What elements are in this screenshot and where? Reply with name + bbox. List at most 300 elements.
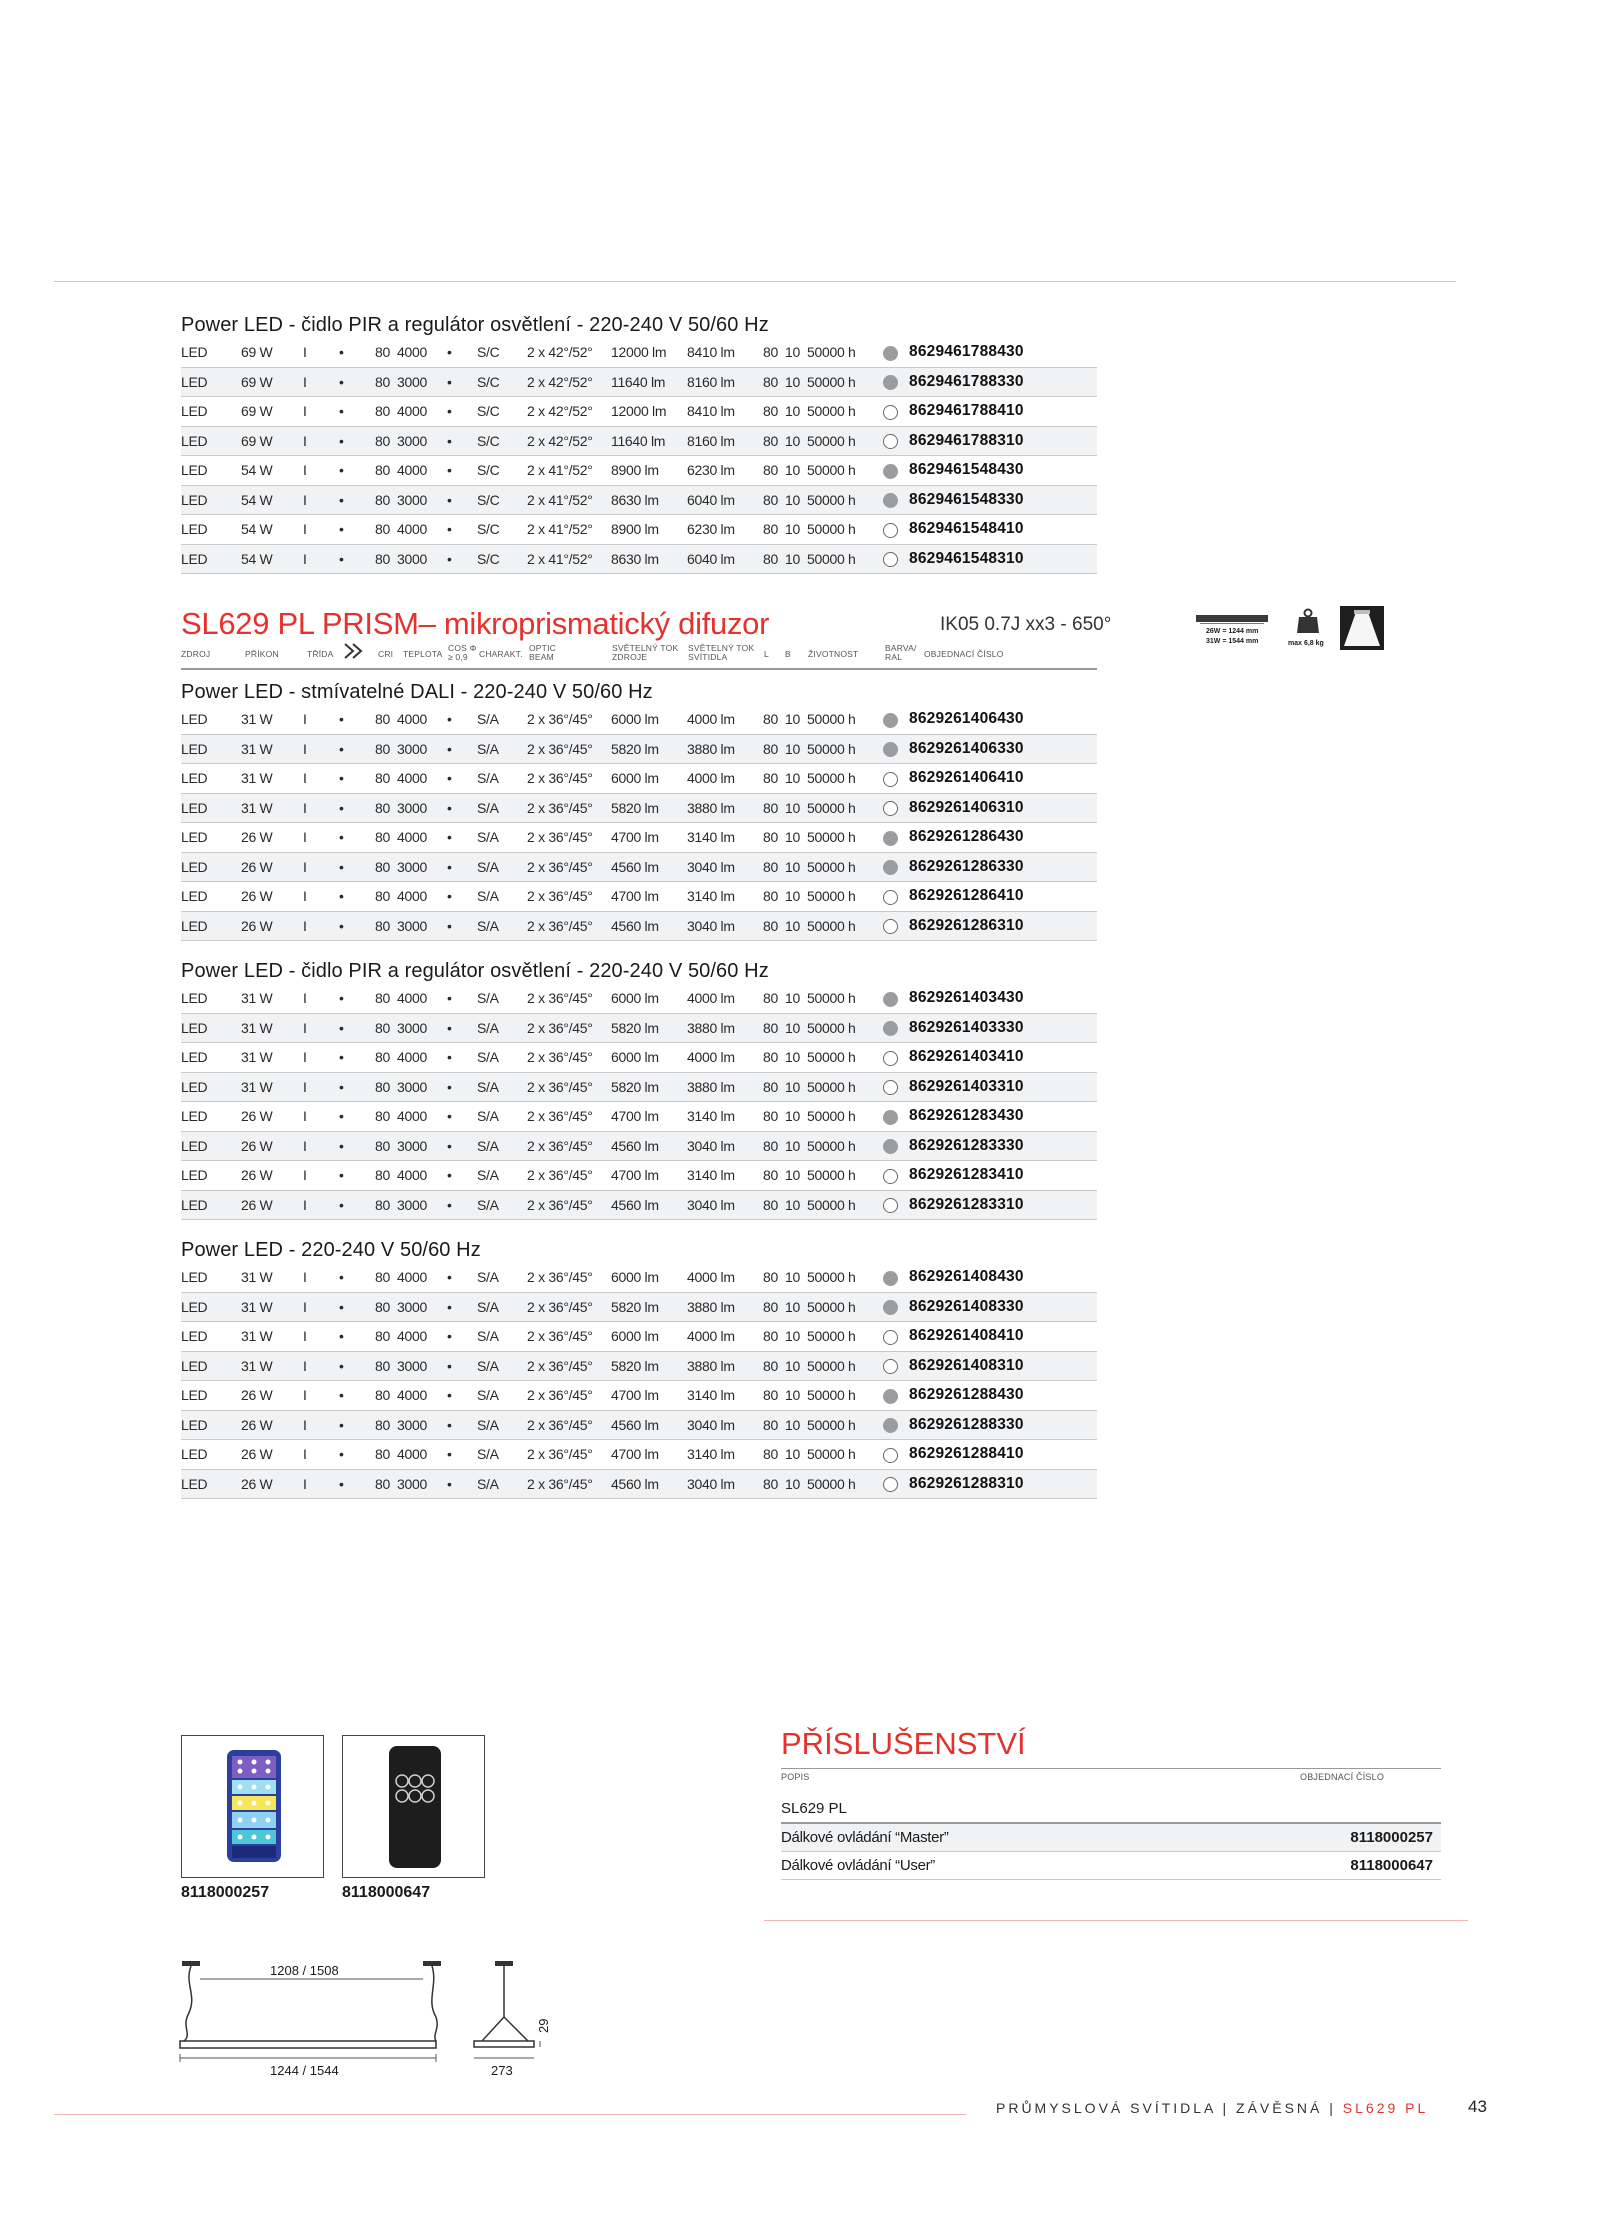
order-code: 8629461788330 (909, 367, 1097, 397)
table-cell: I (303, 984, 339, 1013)
color-indicator (871, 1469, 909, 1499)
order-code: 8629261406410 (909, 764, 1097, 794)
order-code: 8629261406310 (909, 793, 1097, 823)
table-cell: 80 (763, 1410, 785, 1440)
table-cell: S/A (477, 1161, 527, 1191)
table-row (181, 485, 1097, 515)
table-cell: 50000 h (807, 1131, 871, 1161)
table-cell: S/A (477, 1102, 527, 1132)
color-indicator (871, 911, 909, 941)
table-cell: S/A (477, 852, 527, 882)
table-cell: 5820 lm (611, 734, 687, 764)
table-row (181, 1440, 1097, 1470)
table-cell: 3880 lm (687, 734, 763, 764)
table-cell: 10 (785, 1292, 807, 1322)
table-cell: 69 W (241, 338, 303, 367)
table-row (181, 1190, 1097, 1220)
table-cell: 8160 lm (687, 426, 763, 456)
table-cell: LED (181, 456, 241, 486)
table-cell: 80 (763, 1161, 785, 1191)
spec-section-pir-69-54 (181, 312, 1097, 574)
order-code: 8629461548430 (909, 456, 1097, 486)
table-cell: 3000 (397, 852, 447, 882)
table-cell: 80 (763, 1190, 785, 1220)
table-cell: 3880 lm (687, 793, 763, 823)
table-row (181, 793, 1097, 823)
color-indicator (871, 1131, 909, 1161)
top-rule (54, 281, 1456, 282)
table-cell: • (339, 911, 375, 941)
table-cell: 3000 (397, 734, 447, 764)
order-code: 8629261408330 (909, 1292, 1097, 1322)
table-cell: 3000 (397, 1131, 447, 1161)
table-cell: 4000 lm (687, 705, 763, 734)
table-cell: 31 W (241, 705, 303, 734)
table-cell: • (339, 1102, 375, 1132)
table-cell: • (339, 1440, 375, 1470)
table-cell: 4700 lm (611, 882, 687, 912)
header-objednaci-cislo: OBJEDNACÍ ČÍSLO (924, 649, 1004, 659)
table-cell: S/C (477, 515, 527, 545)
table-cell: 3000 (397, 793, 447, 823)
color-indicator (871, 1381, 909, 1411)
header-l: L (764, 649, 769, 659)
table-cell: 50000 h (807, 367, 871, 397)
table-cell: LED (181, 367, 241, 397)
color-indicator (871, 1190, 909, 1220)
table-cell: • (447, 1469, 477, 1499)
table-cell: S/A (477, 764, 527, 794)
table-cell: 50000 h (807, 485, 871, 515)
table-cell: 4000 (397, 764, 447, 794)
table-cell: • (447, 1322, 477, 1352)
table-row (181, 426, 1097, 456)
product-code-user: 8118000647 (342, 1884, 431, 1901)
table-cell: 3140 lm (687, 1161, 763, 1191)
table-cell: 80 (375, 456, 397, 486)
color-indicator (871, 485, 909, 515)
table-cell: 3040 lm (687, 1410, 763, 1440)
color-indicator (871, 1322, 909, 1352)
table-cell: 10 (785, 1322, 807, 1352)
table-cell: • (447, 338, 477, 367)
table-cell: • (339, 852, 375, 882)
table-cell: 31 W (241, 1263, 303, 1292)
table-cell: I (303, 426, 339, 456)
table-row (181, 1322, 1097, 1352)
table-cell: 3140 lm (687, 1440, 763, 1470)
table-cell: I (303, 1469, 339, 1499)
table-cell: 4560 lm (611, 1410, 687, 1440)
table-cell: 3140 lm (687, 1102, 763, 1132)
table-cell: • (339, 1072, 375, 1102)
table-cell: 50000 h (807, 1469, 871, 1499)
header-zdroj: ZDROJ (181, 649, 211, 659)
section-title: Power LED - čidlo PIR a regulátor osvětlení - 220-240 V 50/60 Hz (181, 960, 769, 982)
table-cell: • (447, 1292, 477, 1322)
table-row (181, 764, 1097, 794)
table-cell: 4000 (397, 456, 447, 486)
table-cell: 8900 lm (611, 456, 687, 486)
table-cell: 2 x 36°/45° (527, 1440, 611, 1470)
table-cell: 12000 lm (611, 397, 687, 427)
remote-master-icon (182, 1736, 323, 1877)
table-cell: 80 (375, 338, 397, 367)
table-cell: 80 (375, 1440, 397, 1470)
table-cell: S/A (477, 1263, 527, 1292)
table-cell: LED (181, 1190, 241, 1220)
order-code: 8629261406330 (909, 734, 1097, 764)
table-cell: 2 x 36°/45° (527, 1322, 611, 1352)
table-cell: • (339, 367, 375, 397)
remote-user-image (342, 1735, 485, 1878)
table-cell: LED (181, 1072, 241, 1102)
table-cell: 2 x 36°/45° (527, 1292, 611, 1322)
table-cell: 50000 h (807, 338, 871, 367)
color-indicator (871, 456, 909, 486)
table-cell: 6000 lm (611, 764, 687, 794)
table-cell: 4000 lm (687, 984, 763, 1013)
table-cell: • (447, 456, 477, 486)
table-cell: 26 W (241, 1410, 303, 1440)
color-dot-filled-icon (883, 831, 898, 846)
table-cell: 26 W (241, 1161, 303, 1191)
color-dot-empty-icon (883, 801, 898, 816)
order-code: 8629261408430 (909, 1263, 1097, 1292)
table-cell: LED (181, 1469, 241, 1499)
table-cell: 80 (375, 1351, 397, 1381)
table-cell: 50000 h (807, 1440, 871, 1470)
color-indicator (871, 397, 909, 427)
color-dot-filled-icon (883, 992, 898, 1007)
table-cell: 10 (785, 1013, 807, 1043)
order-code: 8629261286410 (909, 882, 1097, 912)
table-cell: 10 (785, 793, 807, 823)
table-cell: 3000 (397, 1469, 447, 1499)
table-cell: 80 (375, 485, 397, 515)
order-code: 8629261283410 (909, 1161, 1097, 1191)
table-cell: 10 (785, 1131, 807, 1161)
table-cell: 50000 h (807, 1263, 871, 1292)
order-code: 8629261408310 (909, 1351, 1097, 1381)
table-cell: I (303, 338, 339, 367)
color-dot-filled-icon (883, 1389, 898, 1404)
table-cell: LED (181, 485, 241, 515)
table-cell: LED (181, 1131, 241, 1161)
table-cell: 10 (785, 397, 807, 427)
table-row (181, 1102, 1097, 1132)
table-cell: 80 (763, 426, 785, 456)
color-indicator (871, 1410, 909, 1440)
table-cell: LED (181, 1440, 241, 1470)
table-cell: 8900 lm (611, 515, 687, 545)
table-cell: 2 x 41°/52° (527, 544, 611, 574)
table-cell: 10 (785, 1351, 807, 1381)
table-cell: 3000 (397, 544, 447, 574)
table-cell: 5820 lm (611, 1351, 687, 1381)
color-indicator (871, 367, 909, 397)
table-cell: 2 x 36°/45° (527, 1190, 611, 1220)
table-row (181, 1410, 1097, 1440)
table-cell: 26 W (241, 1102, 303, 1132)
table-cell: LED (181, 1292, 241, 1322)
table-cell: • (447, 734, 477, 764)
table-cell: LED (181, 397, 241, 427)
table-cell: LED (181, 1161, 241, 1191)
table-cell: 10 (785, 1410, 807, 1440)
order-code: 8629261408410 (909, 1322, 1097, 1352)
table-cell: S/A (477, 1440, 527, 1470)
table-cell: I (303, 1292, 339, 1322)
table-row (181, 852, 1097, 882)
table-cell: I (303, 1161, 339, 1191)
table-cell: 80 (763, 1469, 785, 1499)
table-cell: 50000 h (807, 1190, 871, 1220)
table-cell: 2 x 42°/52° (527, 338, 611, 367)
table-cell: 3880 lm (687, 1351, 763, 1381)
color-dot-filled-icon (883, 1021, 898, 1036)
table-cell: 3880 lm (687, 1072, 763, 1102)
table-cell: 3000 (397, 485, 447, 515)
header-prikon: PŘÍKON (245, 649, 279, 659)
table-cell: • (447, 984, 477, 1013)
table-cell: I (303, 1410, 339, 1440)
table-cell: 4000 lm (687, 1263, 763, 1292)
table-cell: 10 (785, 1263, 807, 1292)
accessories-header-popis: POPIS (781, 1772, 810, 1782)
table-cell: S/A (477, 1043, 527, 1073)
table-cell: 80 (763, 1102, 785, 1132)
color-dot-empty-icon (883, 919, 898, 934)
table-cell: 50000 h (807, 1351, 871, 1381)
table-cell: • (339, 1013, 375, 1043)
table-cell: 2 x 41°/52° (527, 485, 611, 515)
table-cell: 11640 lm (611, 367, 687, 397)
table-cell: I (303, 764, 339, 794)
table-cell: 80 (763, 764, 785, 794)
table-cell: I (303, 1102, 339, 1132)
color-dot-empty-icon (883, 772, 898, 787)
table-cell: • (447, 882, 477, 912)
header-svetelny-tok-zdroje: SVĚTELNÝ TOK ZDROJE (612, 643, 679, 662)
table-cell: • (339, 1351, 375, 1381)
table-cell: 50000 h (807, 515, 871, 545)
table-cell: 50000 h (807, 426, 871, 456)
table-cell: 31 W (241, 793, 303, 823)
color-dot-empty-icon (883, 1080, 898, 1095)
table-cell: 31 W (241, 764, 303, 794)
table-cell: • (339, 1190, 375, 1220)
table-row (181, 1381, 1097, 1411)
table-cell: 3000 (397, 1410, 447, 1440)
table-cell: 3040 lm (687, 852, 763, 882)
table-cell: 3000 (397, 367, 447, 397)
table-cell: S/A (477, 1013, 527, 1043)
table-cell: • (447, 1043, 477, 1073)
table-cell: • (447, 515, 477, 545)
table-cell: 8160 lm (687, 367, 763, 397)
dim-side-height: 29 (536, 2018, 551, 2033)
table-cell: I (303, 1190, 339, 1220)
table-row (181, 397, 1097, 427)
table-cell: 80 (763, 1043, 785, 1073)
table-cell: LED (181, 793, 241, 823)
table-cell: 3040 lm (687, 911, 763, 941)
series-icons (1190, 604, 1390, 656)
color-dot-empty-icon (883, 1051, 898, 1066)
table-cell: LED (181, 764, 241, 794)
table-cell: 80 (375, 1013, 397, 1043)
table-cell: • (447, 793, 477, 823)
table-cell: I (303, 1263, 339, 1292)
table-cell: 8630 lm (611, 544, 687, 574)
table-cell: 10 (785, 544, 807, 574)
enec-mark-icon (343, 642, 365, 662)
table-cell: 50000 h (807, 1410, 871, 1440)
table-cell: 10 (785, 426, 807, 456)
table-cell: 80 (375, 793, 397, 823)
table-cell: S/A (477, 823, 527, 853)
color-indicator (871, 1351, 909, 1381)
table-cell: LED (181, 1102, 241, 1132)
color-indicator (871, 984, 909, 1013)
table-cell: 2 x 36°/45° (527, 705, 611, 734)
footer-series: SL629 PL (1342, 2100, 1429, 2116)
table-cell: LED (181, 1322, 241, 1352)
header-optic: OPTIC BEAM (529, 643, 556, 662)
table-cell: 3000 (397, 426, 447, 456)
table-cell: • (339, 1322, 375, 1352)
color-dot-filled-icon (883, 1139, 898, 1154)
table-cell: 10 (785, 1161, 807, 1191)
table-cell: 54 W (241, 485, 303, 515)
table-cell: • (339, 1131, 375, 1161)
table-cell: S/A (477, 911, 527, 941)
color-dot-filled-icon (883, 860, 898, 875)
table-row (181, 1161, 1097, 1191)
table-cell: 6230 lm (687, 515, 763, 545)
table-cell: LED (181, 984, 241, 1013)
accessories-title: PŘÍSLUŠENSTVÍ (781, 1726, 1026, 1761)
table-cell: 80 (763, 734, 785, 764)
middle-rule (764, 1920, 1468, 1921)
table-cell: • (339, 1381, 375, 1411)
table-cell: 10 (785, 367, 807, 397)
order-code: 8629261288330 (909, 1410, 1097, 1440)
table-cell: I (303, 793, 339, 823)
table-cell: 26 W (241, 852, 303, 882)
table-cell: 31 W (241, 1292, 303, 1322)
table-cell: 2 x 36°/45° (527, 852, 611, 882)
color-dot-filled-icon (883, 464, 898, 479)
table-cell: 50000 h (807, 1013, 871, 1043)
color-indicator (871, 1161, 909, 1191)
color-indicator (871, 1013, 909, 1043)
table-cell: 80 (763, 1292, 785, 1322)
table-cell: 31 W (241, 1351, 303, 1381)
color-dot-filled-icon (883, 713, 898, 728)
table-cell: 5820 lm (611, 1292, 687, 1322)
table-cell: 5820 lm (611, 1013, 687, 1043)
table-cell: 31 W (241, 734, 303, 764)
table-cell: 80 (375, 734, 397, 764)
table-cell: • (339, 544, 375, 574)
table-cell: 3000 (397, 1072, 447, 1102)
table-cell: 2 x 36°/45° (527, 1410, 611, 1440)
table-cell: 4000 lm (687, 1322, 763, 1352)
table-cell: 3000 (397, 1351, 447, 1381)
table-cell: 80 (375, 984, 397, 1013)
color-dot-empty-icon (883, 890, 898, 905)
table-cell: 4000 (397, 338, 447, 367)
table-cell: 80 (375, 823, 397, 853)
table-cell: 10 (785, 705, 807, 734)
color-indicator (871, 544, 909, 574)
table-cell: 3000 (397, 911, 447, 941)
order-code: 8629261288430 (909, 1381, 1097, 1411)
table-cell: • (339, 1292, 375, 1322)
table-cell: 50000 h (807, 793, 871, 823)
table-cell: 26 W (241, 1131, 303, 1161)
accessories-group (781, 1795, 1441, 1824)
table-cell: S/C (477, 485, 527, 515)
section-title: Power LED - čidlo PIR a regulátor osvětlení - 220-240 V 50/60 Hz (181, 314, 769, 336)
order-code: 8629261283310 (909, 1190, 1097, 1220)
table-cell: LED (181, 1013, 241, 1043)
table-cell: • (339, 515, 375, 545)
bottom-rule (54, 2114, 966, 2115)
table-cell: 50000 h (807, 1102, 871, 1132)
dim-side-width: 273 (491, 2063, 513, 2078)
table-cell: S/A (477, 705, 527, 734)
table-cell: • (447, 1072, 477, 1102)
table-cell: • (447, 1263, 477, 1292)
table-cell: 10 (785, 1190, 807, 1220)
table-row (181, 1013, 1097, 1043)
table-cell: 50000 h (807, 1043, 871, 1073)
table-cell: 69 W (241, 397, 303, 427)
table-cell: 80 (763, 1381, 785, 1411)
table-row (181, 1043, 1097, 1073)
table-cell: 80 (375, 1263, 397, 1292)
table-cell: 6230 lm (687, 456, 763, 486)
table-row (181, 338, 1097, 367)
table-cell: 80 (763, 1263, 785, 1292)
table-cell: 50000 h (807, 1161, 871, 1191)
table-cell: • (339, 764, 375, 794)
table-cell: • (447, 1102, 477, 1132)
product-code-master: 8118000257 (181, 1884, 270, 1901)
table-cell: 80 (375, 705, 397, 734)
table-cell: 80 (375, 1102, 397, 1132)
table-cell: 80 (375, 764, 397, 794)
table-cell: 2 x 36°/45° (527, 1263, 611, 1292)
table-cell: LED (181, 705, 241, 734)
table-cell: 50000 h (807, 823, 871, 853)
color-indicator (871, 426, 909, 456)
table-cell: • (447, 1190, 477, 1220)
color-indicator (871, 823, 909, 853)
color-dot-empty-icon (883, 1198, 898, 1213)
color-indicator (871, 882, 909, 912)
table-cell: I (303, 852, 339, 882)
spec-table (181, 705, 1097, 941)
table-cell: • (339, 984, 375, 1013)
table-cell: • (339, 1161, 375, 1191)
table-cell: 4560 lm (611, 852, 687, 882)
table-cell: 2 x 36°/45° (527, 1013, 611, 1043)
table-cell: LED (181, 734, 241, 764)
